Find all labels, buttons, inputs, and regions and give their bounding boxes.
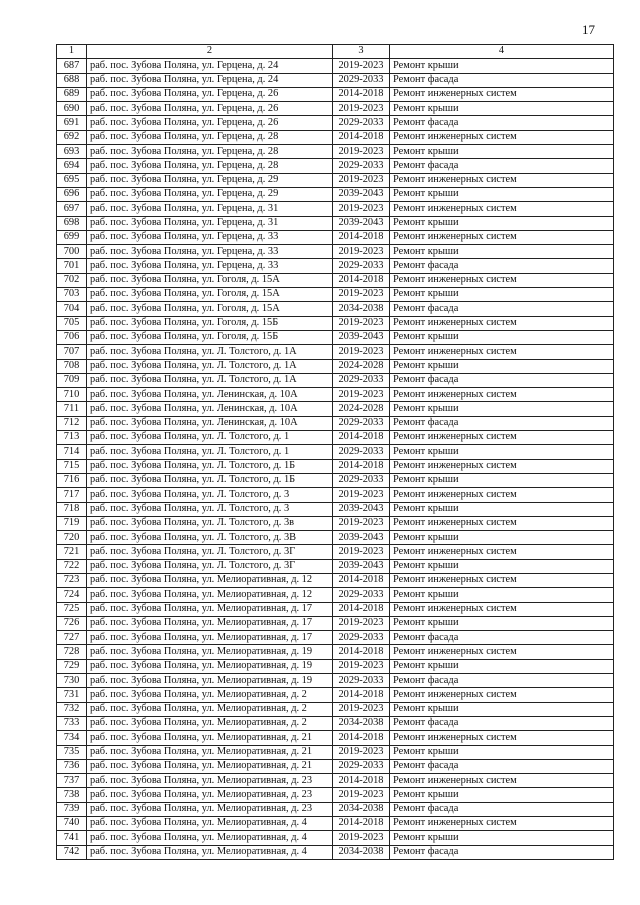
cell-period: 2019-2023 (333, 745, 390, 759)
table-row (57, 616, 614, 630)
cell-number: 712 (57, 416, 87, 430)
cell-work-type: Ремонт крыши (390, 659, 614, 673)
cell-work-type: Ремонт инженерных систем (390, 345, 614, 359)
cell-period: 2019-2023 (333, 202, 390, 216)
table-row (57, 445, 614, 459)
cell-number: 689 (57, 87, 87, 101)
table-row (57, 659, 614, 673)
table-row (57, 159, 614, 173)
cell-period: 2029-2033 (333, 259, 390, 273)
table-row (57, 545, 614, 559)
cell-address: раб. пос. Зубова Поляна, ул. Мелиоративная, д. 4 (87, 817, 333, 831)
cell-address: раб. пос. Зубова Поляна, ул. Герцена, д. 31 (87, 202, 333, 216)
cell-period: 2019-2023 (333, 516, 390, 530)
cell-work-type: Ремонт инженерных систем (390, 202, 614, 216)
column-header-address: 2 (87, 45, 333, 59)
cell-period: 2014-2018 (333, 688, 390, 702)
cell-period: 2024-2028 (333, 402, 390, 416)
cell-address: раб. пос. Зубова Поляна, ул. Гоголя, д. 15А (87, 288, 333, 302)
cell-number: 721 (57, 545, 87, 559)
cell-address: раб. пос. Зубова Поляна, ул. Мелиоративная, д. 2 (87, 688, 333, 702)
cell-number: 737 (57, 774, 87, 788)
cell-period: 2039-2043 (333, 531, 390, 545)
cell-address: раб. пос. Зубова Поляна, ул. Герцена, д. 29 (87, 173, 333, 187)
cell-work-type: Ремонт фасада (390, 159, 614, 173)
cell-work-type: Ремонт крыши (390, 145, 614, 159)
cell-address: раб. пос. Зубова Поляна, ул. Мелиоративная, д. 19 (87, 674, 333, 688)
table-row (57, 674, 614, 688)
cell-period: 2019-2023 (333, 488, 390, 502)
cell-number: 693 (57, 145, 87, 159)
cell-number: 731 (57, 688, 87, 702)
cell-work-type: Ремонт инженерных систем (390, 388, 614, 402)
cell-period: 2029-2033 (333, 373, 390, 387)
cell-period: 2019-2023 (333, 788, 390, 802)
cell-work-type: Ремонт инженерных систем (390, 688, 614, 702)
table-row (57, 173, 614, 187)
cell-period: 2029-2033 (333, 588, 390, 602)
table-row (57, 116, 614, 130)
table-row (57, 516, 614, 530)
cell-number: 719 (57, 516, 87, 530)
column-header-period: 3 (333, 45, 390, 59)
cell-number: 694 (57, 159, 87, 173)
table-row (57, 845, 614, 859)
cell-address: раб. пос. Зубова Поляна, ул. Ленинская, д. 10А (87, 388, 333, 402)
cell-address: раб. пос. Зубова Поляна, ул. Гоголя, д. 15А (87, 302, 333, 316)
table-header-row (57, 45, 614, 59)
cell-address: раб. пос. Зубова Поляна, ул. Л. Толстого, д. 1 (87, 445, 333, 459)
cell-period: 2029-2033 (333, 631, 390, 645)
cell-address: раб. пос. Зубова Поляна, ул. Герцена, д. 31 (87, 216, 333, 230)
cell-number: 732 (57, 702, 87, 716)
table-row (57, 831, 614, 845)
cell-period: 2014-2018 (333, 731, 390, 745)
cell-number: 724 (57, 588, 87, 602)
cell-number: 716 (57, 473, 87, 487)
cell-address: раб. пос. Зубова Поляна, ул. Л. Толстого, д. 1А (87, 359, 333, 373)
cell-number: 727 (57, 631, 87, 645)
cell-address: раб. пос. Зубова Поляна, ул. Л. Толстого, д. 3в (87, 516, 333, 530)
table-row (57, 817, 614, 831)
cell-number: 711 (57, 402, 87, 416)
table-row (57, 774, 614, 788)
cell-period: 2029-2033 (333, 73, 390, 87)
cell-number: 703 (57, 288, 87, 302)
cell-work-type: Ремонт крыши (390, 288, 614, 302)
cell-address: раб. пос. Зубова Поляна, ул. Гоголя, д. 15А (87, 273, 333, 287)
cell-number: 706 (57, 330, 87, 344)
cell-period: 2029-2033 (333, 674, 390, 688)
cell-work-type: Ремонт инженерных систем (390, 545, 614, 559)
table-row (57, 259, 614, 273)
table-row (57, 102, 614, 116)
cell-work-type: Ремонт инженерных систем (390, 731, 614, 745)
cell-work-type: Ремонт крыши (390, 559, 614, 573)
cell-address: раб. пос. Зубова Поляна, ул. Герцена, д. 26 (87, 87, 333, 101)
cell-period: 2014-2018 (333, 273, 390, 287)
cell-period: 2039-2043 (333, 187, 390, 201)
cell-period: 2019-2023 (333, 59, 390, 73)
cell-number: 707 (57, 345, 87, 359)
cell-work-type: Ремонт инженерных систем (390, 230, 614, 244)
cell-number: 734 (57, 731, 87, 745)
cell-number: 728 (57, 645, 87, 659)
cell-address: раб. пос. Зубова Поляна, ул. Л. Толстого, д. 1А (87, 373, 333, 387)
cell-period: 2019-2023 (333, 616, 390, 630)
table-row (57, 345, 614, 359)
cell-number: 726 (57, 616, 87, 630)
cell-number: 715 (57, 459, 87, 473)
table-row (57, 702, 614, 716)
cell-number: 742 (57, 845, 87, 859)
cell-address: раб. пос. Зубова Поляна, ул. Л. Толстого, д. 3 (87, 502, 333, 516)
cell-number: 714 (57, 445, 87, 459)
table-row (57, 402, 614, 416)
cell-period: 2019-2023 (333, 345, 390, 359)
column-header-work-type: 4 (390, 45, 614, 59)
cell-work-type: Ремонт крыши (390, 588, 614, 602)
cell-address: раб. пос. Зубова Поляна, ул. Л. Толстого, д. 3Г (87, 545, 333, 559)
cell-work-type: Ремонт фасада (390, 259, 614, 273)
cell-number: 690 (57, 102, 87, 116)
cell-address: раб. пос. Зубова Поляна, ул. Мелиоративная, д. 4 (87, 831, 333, 845)
cell-work-type: Ремонт крыши (390, 745, 614, 759)
cell-address: раб. пос. Зубова Поляна, ул. Л. Толстого, д. 3В (87, 531, 333, 545)
cell-number: 729 (57, 659, 87, 673)
cell-number: 738 (57, 788, 87, 802)
cell-work-type: Ремонт фасада (390, 759, 614, 773)
cell-period: 2039-2043 (333, 216, 390, 230)
cell-work-type: Ремонт крыши (390, 359, 614, 373)
cell-work-type: Ремонт инженерных систем (390, 645, 614, 659)
table-row (57, 245, 614, 259)
page-number: 17 (582, 22, 595, 37)
cell-period: 2039-2043 (333, 502, 390, 516)
cell-period: 2039-2043 (333, 330, 390, 344)
cell-period: 2019-2023 (333, 388, 390, 402)
cell-number: 730 (57, 674, 87, 688)
cell-work-type: Ремонт крыши (390, 445, 614, 459)
cell-work-type: Ремонт фасада (390, 116, 614, 130)
table-row (57, 187, 614, 201)
cell-address: раб. пос. Зубова Поляна, ул. Герцена, д. 33 (87, 259, 333, 273)
cell-number: 697 (57, 202, 87, 216)
table-row (57, 130, 614, 144)
table-row (57, 502, 614, 516)
cell-period: 2019-2023 (333, 145, 390, 159)
cell-number: 696 (57, 187, 87, 201)
cell-work-type: Ремонт инженерных систем (390, 774, 614, 788)
cell-period: 2019-2023 (333, 173, 390, 187)
table-row (57, 788, 614, 802)
cell-address: раб. пос. Зубова Поляна, ул. Мелиоративная, д. 17 (87, 616, 333, 630)
cell-address: раб. пос. Зубова Поляна, ул. Герцена, д. 24 (87, 59, 333, 73)
table-row (57, 416, 614, 430)
cell-address: раб. пос. Зубова Поляна, ул. Мелиоративная, д. 17 (87, 631, 333, 645)
cell-period: 2039-2043 (333, 559, 390, 573)
cell-period: 2019-2023 (333, 102, 390, 116)
cell-number: 725 (57, 602, 87, 616)
cell-number: 713 (57, 431, 87, 445)
cell-address: раб. пос. Зубова Поляна, ул. Герцена, д. 33 (87, 230, 333, 244)
cell-address: раб. пос. Зубова Поляна, ул. Мелиоративная, д. 21 (87, 731, 333, 745)
table-row (57, 488, 614, 502)
cell-number: 733 (57, 716, 87, 730)
cell-number: 702 (57, 273, 87, 287)
cell-address: раб. пос. Зубова Поляна, ул. Герцена, д. 28 (87, 145, 333, 159)
table-row (57, 216, 614, 230)
table-row (57, 230, 614, 244)
cell-work-type: Ремонт фасада (390, 716, 614, 730)
cell-address: раб. пос. Зубова Поляна, ул. Герцена, д. 33 (87, 245, 333, 259)
cell-number: 687 (57, 59, 87, 73)
cell-address: раб. пос. Зубова Поляна, ул. Л. Толстого, д. 1Б (87, 459, 333, 473)
cell-period: 2029-2033 (333, 116, 390, 130)
table-row (57, 631, 614, 645)
cell-work-type: Ремонт крыши (390, 502, 614, 516)
table-row (57, 73, 614, 87)
cell-work-type: Ремонт инженерных систем (390, 431, 614, 445)
cell-work-type: Ремонт инженерных систем (390, 516, 614, 530)
cell-period: 2024-2028 (333, 359, 390, 373)
cell-period: 2019-2023 (333, 316, 390, 330)
cell-work-type: Ремонт инженерных систем (390, 817, 614, 831)
cell-work-type: Ремонт фасада (390, 302, 614, 316)
cell-number: 695 (57, 173, 87, 187)
cell-number: 691 (57, 116, 87, 130)
cell-period: 2014-2018 (333, 602, 390, 616)
cell-work-type: Ремонт инженерных систем (390, 602, 614, 616)
cell-work-type: Ремонт крыши (390, 402, 614, 416)
cell-period: 2034-2038 (333, 716, 390, 730)
cell-address: раб. пос. Зубова Поляна, ул. Гоголя, д. 15Б (87, 330, 333, 344)
table-row (57, 473, 614, 487)
cell-number: 723 (57, 573, 87, 587)
cell-period: 2014-2018 (333, 431, 390, 445)
cell-work-type: Ремонт крыши (390, 187, 614, 201)
table-body (57, 59, 614, 860)
cell-address: раб. пос. Зубова Поляна, ул. Герцена, д. 26 (87, 102, 333, 116)
cell-number: 740 (57, 817, 87, 831)
cell-address: раб. пос. Зубова Поляна, ул. Л. Толстого, д. 1Б (87, 473, 333, 487)
table-row (57, 759, 614, 773)
table-row (57, 316, 614, 330)
cell-period: 2014-2018 (333, 774, 390, 788)
cell-period: 2014-2018 (333, 459, 390, 473)
cell-work-type: Ремонт крыши (390, 788, 614, 802)
cell-address: раб. пос. Зубова Поляна, ул. Герцена, д. 28 (87, 159, 333, 173)
cell-period: 2019-2023 (333, 245, 390, 259)
cell-address: раб. пос. Зубова Поляна, ул. Мелиоративная, д. 23 (87, 788, 333, 802)
table-row (57, 202, 614, 216)
cell-period: 2029-2033 (333, 416, 390, 430)
cell-work-type: Ремонт инженерных систем (390, 87, 614, 101)
cell-number: 698 (57, 216, 87, 230)
cell-address: раб. пос. Зубова Поляна, ул. Мелиоративная, д. 19 (87, 659, 333, 673)
cell-number: 741 (57, 831, 87, 845)
cell-work-type: Ремонт крыши (390, 245, 614, 259)
cell-work-type: Ремонт крыши (390, 702, 614, 716)
cell-period: 2014-2018 (333, 573, 390, 587)
cell-number: 722 (57, 559, 87, 573)
table-row (57, 302, 614, 316)
cell-period: 2029-2033 (333, 445, 390, 459)
cell-work-type: Ремонт крыши (390, 831, 614, 845)
cell-address: раб. пос. Зубова Поляна, ул. Мелиоративная, д. 12 (87, 588, 333, 602)
table-row (57, 588, 614, 602)
table-row (57, 745, 614, 759)
column-header-number: 1 (57, 45, 87, 59)
cell-address: раб. пос. Зубова Поляна, ул. Мелиоративная, д. 2 (87, 716, 333, 730)
cell-address: раб. пос. Зубова Поляна, ул. Гоголя, д. 15Б (87, 316, 333, 330)
table-row (57, 330, 614, 344)
table-row (57, 573, 614, 587)
table-row (57, 531, 614, 545)
cell-period: 2019-2023 (333, 831, 390, 845)
table-row (57, 145, 614, 159)
cell-number: 710 (57, 388, 87, 402)
cell-number: 718 (57, 502, 87, 516)
table-row (57, 802, 614, 816)
cell-address: раб. пос. Зубова Поляна, ул. Мелиоративная, д. 17 (87, 602, 333, 616)
cell-period: 2014-2018 (333, 645, 390, 659)
table-row (57, 716, 614, 730)
table-row (57, 288, 614, 302)
cell-work-type: Ремонт фасада (390, 802, 614, 816)
cell-period: 2014-2018 (333, 817, 390, 831)
table-row (57, 431, 614, 445)
table-row (57, 87, 614, 101)
cell-period: 2019-2023 (333, 702, 390, 716)
table-row (57, 559, 614, 573)
cell-address: раб. пос. Зубова Поляна, ул. Мелиоративная, д. 2 (87, 702, 333, 716)
cell-work-type: Ремонт фасада (390, 845, 614, 859)
cell-address: раб. пос. Зубова Поляна, ул. Л. Толстого, д. 1 (87, 431, 333, 445)
cell-address: раб. пос. Зубова Поляна, ул. Ленинская, д. 10А (87, 416, 333, 430)
cell-work-type: Ремонт крыши (390, 531, 614, 545)
cell-work-type: Ремонт крыши (390, 216, 614, 230)
cell-period: 2034-2038 (333, 845, 390, 859)
table-row (57, 645, 614, 659)
table-row (57, 731, 614, 745)
cell-number: 705 (57, 316, 87, 330)
table-row (57, 359, 614, 373)
cell-work-type: Ремонт фасада (390, 674, 614, 688)
cell-work-type: Ремонт инженерных систем (390, 573, 614, 587)
cell-number: 708 (57, 359, 87, 373)
table-row (57, 388, 614, 402)
cell-work-type: Ремонт инженерных систем (390, 316, 614, 330)
cell-work-type: Ремонт инженерных систем (390, 488, 614, 502)
table-row (57, 688, 614, 702)
cell-number: 735 (57, 745, 87, 759)
cell-period: 2029-2033 (333, 159, 390, 173)
cell-number: 709 (57, 373, 87, 387)
cell-work-type: Ремонт инженерных систем (390, 173, 614, 187)
cell-address: раб. пос. Зубова Поляна, ул. Л. Толстого, д. 3Г (87, 559, 333, 573)
cell-address: раб. пос. Зубова Поляна, ул. Мелиоративная, д. 4 (87, 845, 333, 859)
cell-work-type: Ремонт крыши (390, 330, 614, 344)
cell-period: 2019-2023 (333, 288, 390, 302)
cell-work-type: Ремонт фасада (390, 373, 614, 387)
cell-period: 2014-2018 (333, 130, 390, 144)
cell-address: раб. пос. Зубова Поляна, ул. Ленинская, д. 10А (87, 402, 333, 416)
cell-period: 2034-2038 (333, 802, 390, 816)
cell-number: 688 (57, 73, 87, 87)
cell-work-type: Ремонт фасада (390, 416, 614, 430)
cell-number: 700 (57, 245, 87, 259)
cell-address: раб. пос. Зубова Поляна, ул. Мелиоративная, д. 21 (87, 745, 333, 759)
table-row (57, 459, 614, 473)
cell-address: раб. пос. Зубова Поляна, ул. Л. Толстого, д. 3 (87, 488, 333, 502)
cell-period: 2014-2018 (333, 230, 390, 244)
table-row (57, 373, 614, 387)
cell-address: раб. пос. Зубова Поляна, ул. Мелиоративная, д. 19 (87, 645, 333, 659)
cell-period: 2019-2023 (333, 545, 390, 559)
cell-address: раб. пос. Зубова Поляна, ул. Мелиоративная, д. 21 (87, 759, 333, 773)
cell-number: 701 (57, 259, 87, 273)
cell-address: раб. пос. Зубова Поляна, ул. Л. Толстого, д. 1А (87, 345, 333, 359)
cell-work-type: Ремонт фасада (390, 73, 614, 87)
cell-number: 739 (57, 802, 87, 816)
cell-period: 2014-2018 (333, 87, 390, 101)
cell-number: 717 (57, 488, 87, 502)
table-row (57, 59, 614, 73)
cell-period: 2034-2038 (333, 302, 390, 316)
cell-work-type: Ремонт фасада (390, 631, 614, 645)
cell-work-type: Ремонт инженерных систем (390, 273, 614, 287)
cell-work-type: Ремонт инженерных систем (390, 130, 614, 144)
cell-number: 692 (57, 130, 87, 144)
cell-period: 2029-2033 (333, 759, 390, 773)
cell-address: раб. пос. Зубова Поляна, ул. Мелиоративная, д. 12 (87, 573, 333, 587)
cell-number: 736 (57, 759, 87, 773)
cell-address: раб. пос. Зубова Поляна, ул. Герцена, д. 28 (87, 130, 333, 144)
cell-period: 2019-2023 (333, 659, 390, 673)
repair-schedule-table (56, 44, 614, 860)
cell-period: 2029-2033 (333, 473, 390, 487)
cell-address: раб. пос. Зубова Поляна, ул. Мелиоративная, д. 23 (87, 774, 333, 788)
cell-number: 720 (57, 531, 87, 545)
cell-work-type: Ремонт крыши (390, 102, 614, 116)
cell-work-type: Ремонт инженерных систем (390, 459, 614, 473)
table-row (57, 602, 614, 616)
cell-work-type: Ремонт крыши (390, 473, 614, 487)
cell-address: раб. пос. Зубова Поляна, ул. Герцена, д. 24 (87, 73, 333, 87)
cell-work-type: Ремонт крыши (390, 616, 614, 630)
cell-number: 704 (57, 302, 87, 316)
cell-address: раб. пос. Зубова Поляна, ул. Мелиоративная, д. 23 (87, 802, 333, 816)
table-row (57, 273, 614, 287)
cell-address: раб. пос. Зубова Поляна, ул. Герцена, д. 26 (87, 116, 333, 130)
cell-number: 699 (57, 230, 87, 244)
cell-address: раб. пос. Зубова Поляна, ул. Герцена, д. 29 (87, 187, 333, 201)
cell-work-type: Ремонт крыши (390, 59, 614, 73)
